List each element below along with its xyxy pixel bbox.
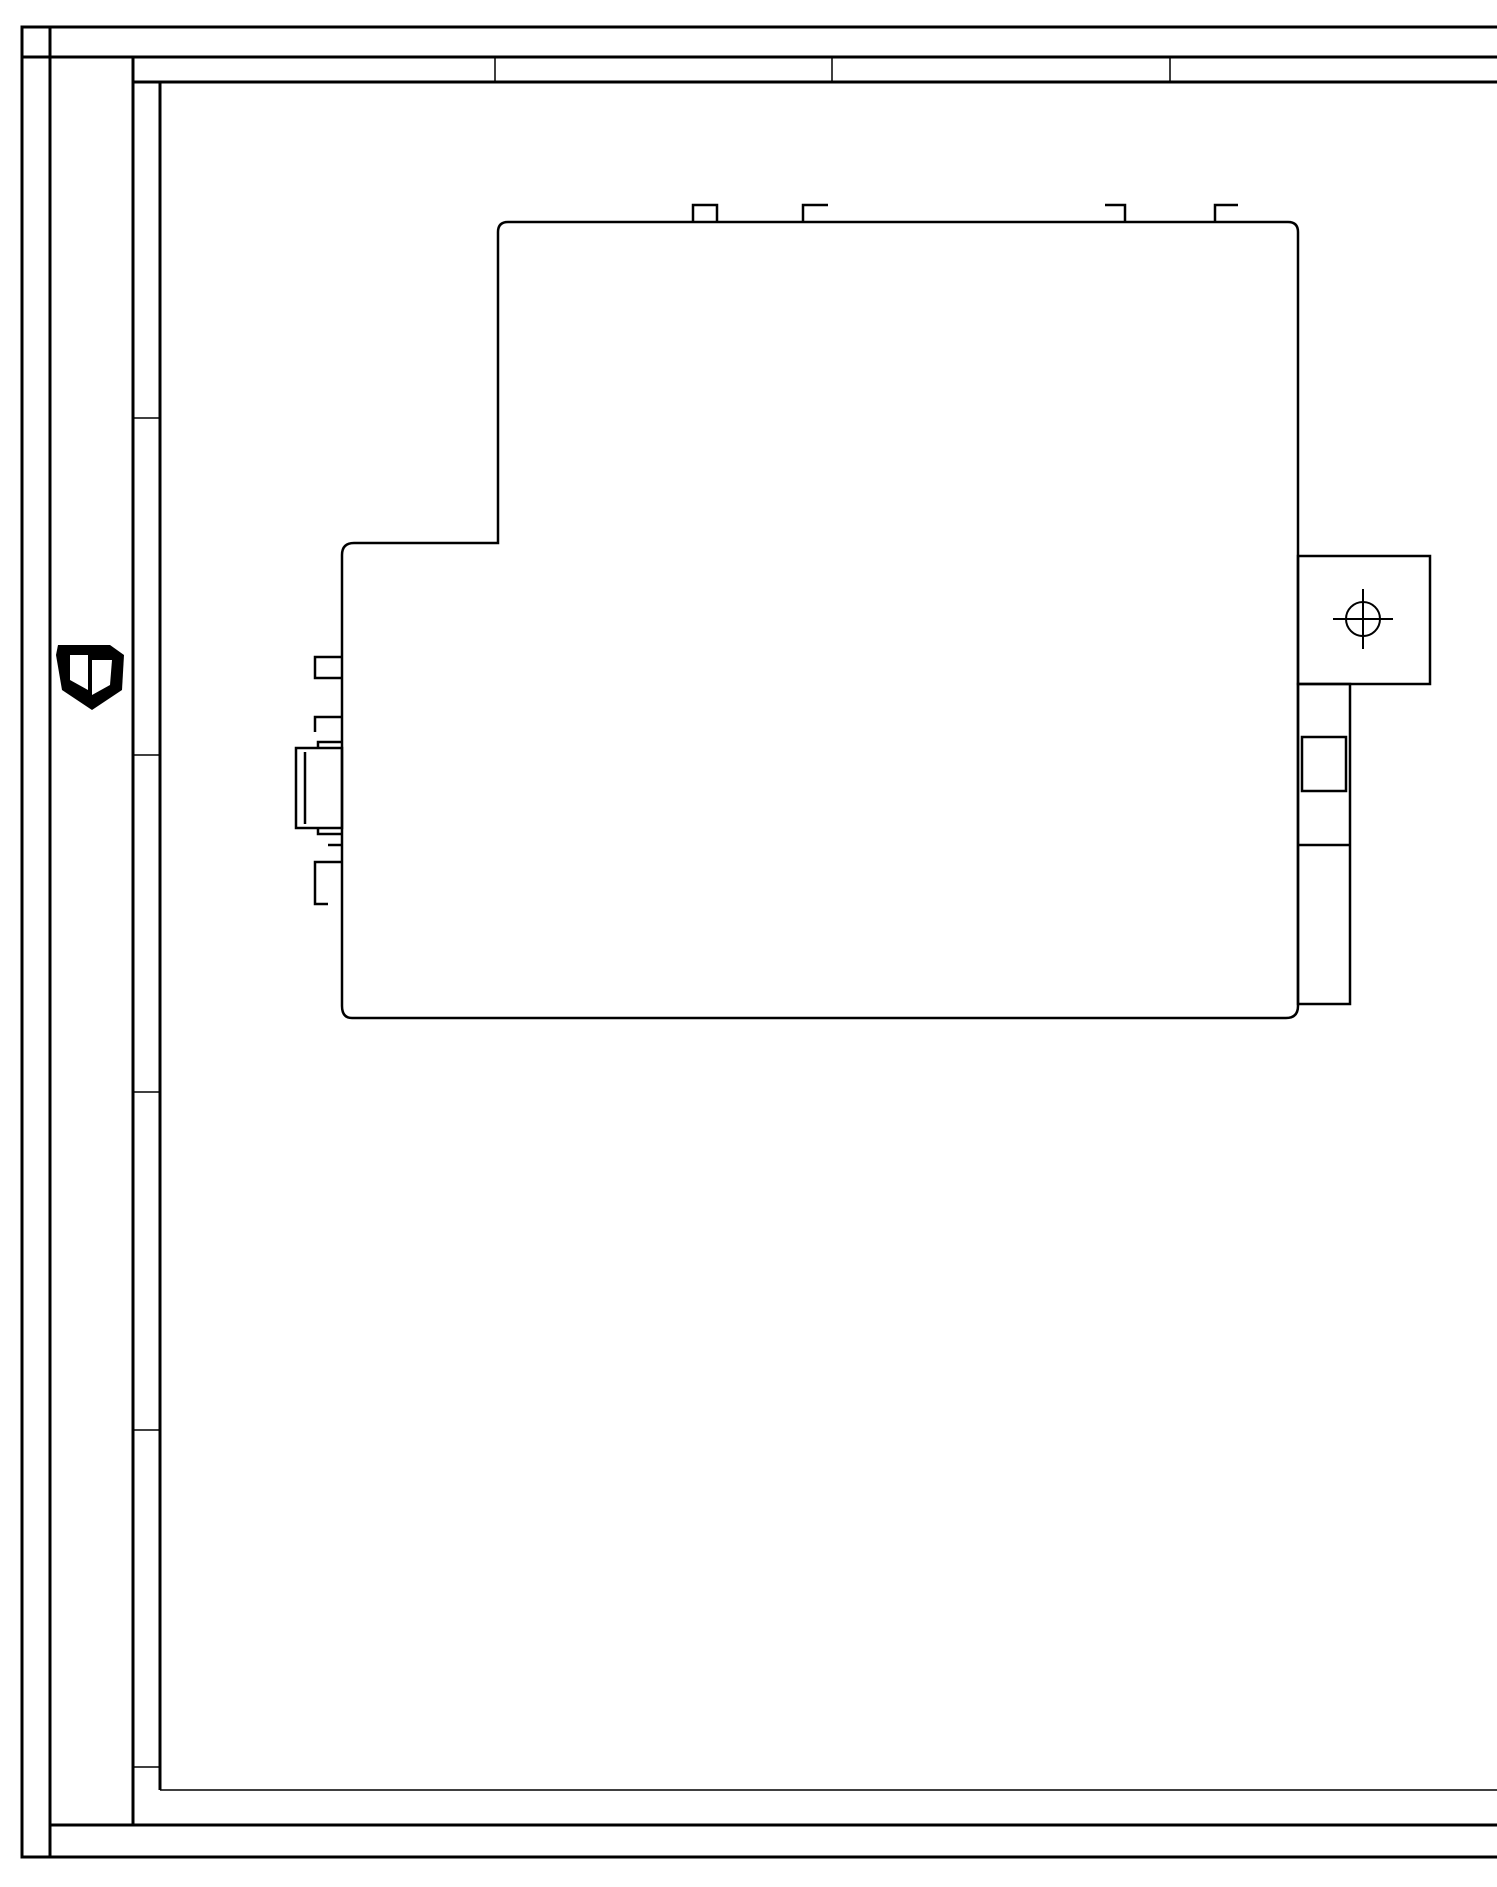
mounting-crosshair-icon: [1333, 589, 1393, 649]
porsche-crest-icon: [56, 645, 124, 710]
grid-ticks: [133, 57, 1170, 1767]
relay-box-outline: [296, 205, 1430, 1018]
drawing-frame: [22, 27, 1497, 1857]
